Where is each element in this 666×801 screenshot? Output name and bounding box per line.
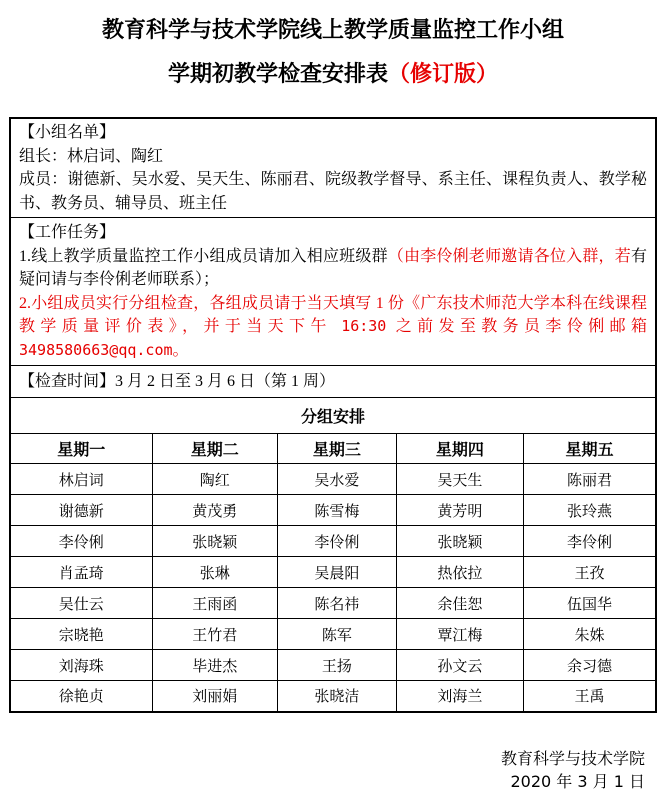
schedule-cell: 王禹 bbox=[524, 681, 656, 712]
schedule-row-3 bbox=[10, 526, 656, 557]
schedule-cell: 张晓颖 bbox=[396, 526, 523, 557]
document-title-line2 bbox=[0, 60, 666, 90]
roster-header: 【小组名单】 bbox=[19, 124, 116, 141]
schedule-cell: 林启词 bbox=[10, 464, 152, 495]
task1-black-start-segment: 1.线上教学质量监控工作小组成员请加入相应班级群 bbox=[19, 247, 388, 265]
schedule-cell: 陈名祎 bbox=[277, 588, 396, 619]
task2-red-start-segment: 2.小组成员实行分组检查，各组成员请于当天填写 1 份《广东技术师范大学本科在线课程教学质量评价表》，并于当天下午 bbox=[19, 294, 647, 335]
schedule-cell: 黄芳明 bbox=[396, 495, 523, 526]
schedule-cell: 肖孟琦 bbox=[10, 557, 152, 588]
title-line2-revision-badge: （修订版） bbox=[388, 62, 499, 87]
schedule-cell: 吴晨阳 bbox=[277, 557, 396, 588]
task2-red-mid-segment: 之前发至教务员李伶俐邮箱 bbox=[386, 318, 647, 335]
schedule-cell: 张晓洁 bbox=[277, 681, 396, 712]
schedule-header-tuesday: 星期二 bbox=[152, 434, 277, 464]
schedule-row-4 bbox=[10, 557, 656, 588]
roster-leader-line: 组长：林启词、陶红 bbox=[19, 147, 164, 165]
schedule-header-thursday: 星期四 bbox=[396, 434, 523, 464]
schedule-cell: 李伶俐 bbox=[524, 526, 656, 557]
document-title-line1: 教育科学与技术学院线上教学质量监控工作小组 bbox=[101, 18, 564, 43]
task1-red-segment: （由李伶俐老师邀请各位入群，若 bbox=[387, 247, 631, 265]
signature-block bbox=[0, 747, 666, 793]
schedule-row-7 bbox=[10, 650, 656, 681]
schedule-cell: 覃江梅 bbox=[396, 619, 523, 650]
schedule-header-wednesday: 星期三 bbox=[277, 434, 396, 464]
schedule-cell: 伍国华 bbox=[524, 588, 656, 619]
schedule-cell: 余佳恕 bbox=[396, 588, 523, 619]
task2-end-punctuation: 。 bbox=[172, 341, 189, 359]
task1-black-end-segment: 有疑问请与李伶俐老师联系）； bbox=[19, 247, 647, 288]
schedule-cell: 徐艳贞 bbox=[10, 681, 152, 712]
roster-members-line: 成员：谢德新、吴水爱、吴天生、陈丽君、院级教学督导、系主任、课程负责人、教学秘书、教务员、辅导员、班主任 bbox=[19, 171, 647, 212]
schedule-cell: 王雨函 bbox=[152, 588, 277, 619]
tasks-section-cell bbox=[10, 218, 656, 366]
schedule-cell: 王扬 bbox=[277, 650, 396, 681]
signature-org: 教育科学与技术学院 bbox=[500, 748, 645, 768]
signature-date: 2020 年 3 月 1 日 bbox=[510, 771, 645, 791]
schedule-cell: 王竹君 bbox=[152, 619, 277, 650]
schedule-cell: 吴天生 bbox=[396, 464, 523, 495]
schedule-cell: 张玲燕 bbox=[524, 495, 656, 526]
task-item-1 bbox=[19, 245, 647, 292]
task-item-2 bbox=[19, 292, 647, 363]
schedule-cell: 李伶俐 bbox=[277, 526, 396, 557]
schedule-cell: 热依拉 bbox=[396, 557, 523, 588]
schedule-cell: 陈军 bbox=[277, 619, 396, 650]
schedule-cell: 陈雪梅 bbox=[277, 495, 396, 526]
schedule-header-monday: 星期一 bbox=[10, 434, 152, 464]
schedule-cell: 刘丽娟 bbox=[152, 681, 277, 712]
group-title-row bbox=[10, 398, 656, 434]
schedule-cell: 吴仕云 bbox=[10, 588, 152, 619]
task2-email-address: 3498580663@qq.com bbox=[19, 340, 173, 359]
schedule-cell: 朱姝 bbox=[524, 619, 656, 650]
task2-deadline-time: 16:30 bbox=[341, 317, 387, 335]
roster-section-cell bbox=[10, 118, 656, 218]
check-time-row bbox=[10, 366, 656, 398]
schedule-cell: 宗晓艳 bbox=[10, 619, 152, 650]
schedule-cell: 毕进杰 bbox=[152, 650, 277, 681]
schedule-row-8 bbox=[10, 681, 656, 712]
schedule-cell: 陈丽君 bbox=[524, 464, 656, 495]
schedule-header-row bbox=[10, 434, 656, 464]
schedule-header-friday: 星期五 bbox=[524, 434, 656, 464]
roster-section-row bbox=[10, 118, 656, 218]
schedule-cell: 余习德 bbox=[524, 650, 656, 681]
schedule-cell: 孙文云 bbox=[396, 650, 523, 681]
schedule-row-6 bbox=[10, 619, 656, 650]
schedule-row-1 bbox=[10, 464, 656, 495]
schedule-cell: 谢德新 bbox=[10, 495, 152, 526]
schedule-cell: 陶红 bbox=[152, 464, 277, 495]
tasks-section-row bbox=[10, 218, 656, 366]
schedule-cell: 黄茂勇 bbox=[152, 495, 277, 526]
check-time-cell: 【检查时间】3 月 2 日至 3 月 6 日（第 1 周） bbox=[10, 366, 656, 398]
schedule-cell: 李伶俐 bbox=[10, 526, 152, 557]
schedule-cell: 吴水爱 bbox=[277, 464, 396, 495]
tasks-header: 【工作任务】 bbox=[19, 224, 116, 241]
schedule-cell: 刘海兰 bbox=[396, 681, 523, 712]
group-title-cell: 分组安排 bbox=[10, 398, 656, 434]
schedule-cell: 刘海珠 bbox=[10, 650, 152, 681]
schedule-cell: 张琳 bbox=[152, 557, 277, 588]
title-line2-black-segment: 学期初教学检查安排表 bbox=[167, 62, 388, 87]
main-document-table bbox=[9, 117, 657, 713]
schedule-row-2 bbox=[10, 495, 656, 526]
schedule-cell: 王孜 bbox=[524, 557, 656, 588]
schedule-row-5 bbox=[10, 588, 656, 619]
schedule-cell: 张晓颖 bbox=[152, 526, 277, 557]
